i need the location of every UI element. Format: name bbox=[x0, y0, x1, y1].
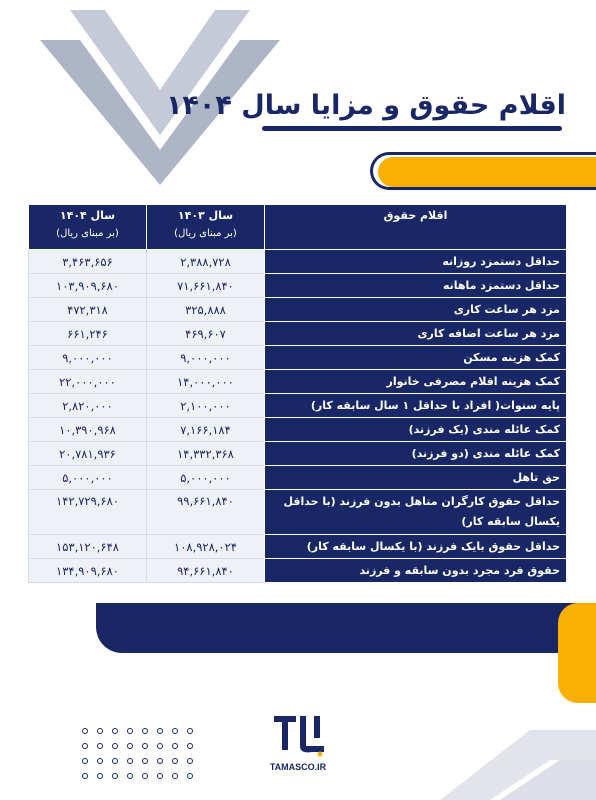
value-1404: ۹,۰۰۰,۰۰۰ bbox=[29, 346, 147, 370]
value-1404: ۱۰۳,۹۰۹,۶۸۰ bbox=[29, 274, 147, 298]
dot bbox=[97, 758, 103, 764]
dot bbox=[127, 773, 133, 779]
dot bbox=[157, 773, 163, 779]
value-1403: ۱۰۸,۹۲۸,۰۲۴ bbox=[147, 535, 265, 559]
row-label: کمک عائله مندی (دو فرزند) bbox=[265, 442, 567, 466]
dot bbox=[157, 728, 163, 734]
table-row bbox=[29, 418, 567, 442]
tamasco-logo bbox=[270, 708, 330, 758]
header-1404-label: سال ۱۴۰۴ bbox=[59, 209, 116, 222]
value-1403: ۵,۰۰۰,۰۰۰ bbox=[147, 466, 265, 490]
row-label: پایه سنوات( افراد با حداقل ۱ سال سابقه کار) bbox=[265, 394, 567, 418]
table-row bbox=[29, 559, 567, 583]
dot bbox=[142, 728, 148, 734]
value-1404: ۳,۴۶۳,۶۵۶ bbox=[29, 250, 147, 274]
dot-grid-decoration bbox=[82, 728, 192, 788]
dot bbox=[82, 728, 88, 734]
value-1403: ۷۱,۶۶۱,۸۴۰ bbox=[147, 274, 265, 298]
dot bbox=[97, 773, 103, 779]
dot bbox=[172, 758, 178, 764]
bottom-orange-accent bbox=[558, 603, 596, 703]
table-row bbox=[29, 322, 567, 346]
row-label: حداقل حقوق بایک فرزند (با یکسال سابقه کار) bbox=[265, 535, 567, 559]
table-row bbox=[29, 535, 567, 559]
row-label: مزد هر ساعت اضافه کاری bbox=[265, 322, 567, 346]
dot bbox=[127, 743, 133, 749]
page-title: اقلام حقوق و مزایا سال ۱۴۰۴ bbox=[165, 90, 566, 121]
dot bbox=[112, 743, 118, 749]
header-1403-label: سال ۱۴۰۳ bbox=[177, 209, 234, 222]
table-row bbox=[29, 250, 567, 274]
dot bbox=[187, 743, 193, 749]
dot bbox=[82, 773, 88, 779]
table-row bbox=[29, 466, 567, 490]
value-1403: ۹۴,۶۶۱,۸۴۰ bbox=[147, 559, 265, 583]
dot bbox=[127, 728, 133, 734]
value-1404: ۱۰,۳۹۰,۹۶۸ bbox=[29, 418, 147, 442]
value-1403: ۹,۰۰۰,۰۰۰ bbox=[147, 346, 265, 370]
row-label: مزد هر ساعت کاری bbox=[265, 298, 567, 322]
dot bbox=[157, 758, 163, 764]
table-row bbox=[29, 298, 567, 322]
dot bbox=[187, 728, 193, 734]
row-label: حداقل دستمزد ماهانه bbox=[265, 274, 567, 298]
row-label: حداقل حقوق کارگران متاهل بدون فرزند (با حداقل یکسال سابقه کار) bbox=[265, 490, 567, 535]
corner-decoration bbox=[410, 700, 596, 800]
row-label: کمک هزینه اقلام مصرفی خانوار bbox=[265, 370, 567, 394]
header-item: اقلام حقوق bbox=[265, 205, 567, 250]
dot bbox=[187, 758, 193, 764]
value-1403: ۹۹,۶۶۱,۸۴۰ bbox=[147, 490, 265, 535]
header-1403 bbox=[147, 205, 265, 250]
value-1404: ۱۵۳,۱۲۰,۶۴۸ bbox=[29, 535, 147, 559]
dot bbox=[187, 773, 193, 779]
table-row bbox=[29, 442, 567, 466]
dot bbox=[82, 758, 88, 764]
header-1404 bbox=[29, 205, 147, 250]
title-underline bbox=[262, 126, 562, 131]
dot bbox=[142, 743, 148, 749]
value-1404: ۲۰,۷۸۱,۹۳۶ bbox=[29, 442, 147, 466]
value-1404: ۶۶۱,۲۴۶ bbox=[29, 322, 147, 346]
table-row bbox=[29, 490, 567, 535]
dot bbox=[157, 743, 163, 749]
dot bbox=[127, 758, 133, 764]
table-header-row bbox=[29, 205, 567, 250]
row-label: کمک هزینه مسکن bbox=[265, 346, 567, 370]
value-1403: ۱۴,۳۳۲,۳۶۸ bbox=[147, 442, 265, 466]
value-1404: ۲,۸۲۰,۰۰۰ bbox=[29, 394, 147, 418]
header-pill-fill bbox=[378, 157, 596, 187]
value-1403: ۴۶۹,۶۰۷ bbox=[147, 322, 265, 346]
dot bbox=[112, 773, 118, 779]
dot bbox=[112, 758, 118, 764]
value-1403: ۱۴,۰۰۰,۰۰۰ bbox=[147, 370, 265, 394]
row-label: حق تاهل bbox=[265, 466, 567, 490]
value-1404: ۱۴۲,۷۲۹,۶۸۰ bbox=[29, 490, 147, 535]
dot bbox=[142, 773, 148, 779]
dot bbox=[172, 773, 178, 779]
value-1403: ۲,۳۸۸,۷۲۸ bbox=[147, 250, 265, 274]
dot bbox=[97, 743, 103, 749]
value-1404: ۲۲,۰۰۰,۰۰۰ bbox=[29, 370, 147, 394]
dot bbox=[97, 728, 103, 734]
dot bbox=[112, 728, 118, 734]
bottom-band bbox=[96, 603, 596, 653]
value-1403: ۲,۱۰۰,۰۰۰ bbox=[147, 394, 265, 418]
table-row bbox=[29, 394, 567, 418]
dot bbox=[172, 743, 178, 749]
table-row bbox=[29, 346, 567, 370]
row-label: کمک عائله مندی (یک فرزند) bbox=[265, 418, 567, 442]
value-1404: ۴۷۲,۳۱۸ bbox=[29, 298, 147, 322]
table-row bbox=[29, 274, 567, 298]
dot bbox=[82, 743, 88, 749]
header-1403-sub: (بر مبنای ریال) bbox=[174, 228, 237, 239]
header-1404-sub: (بر مبنای ریال) bbox=[56, 228, 119, 239]
table-row bbox=[29, 370, 567, 394]
value-1403: ۷,۱۶۶,۱۸۴ bbox=[147, 418, 265, 442]
value-1403: ۳۲۵,۸۸۸ bbox=[147, 298, 265, 322]
salary-table bbox=[28, 204, 567, 583]
value-1404: ۵,۰۰۰,۰۰۰ bbox=[29, 466, 147, 490]
value-1404: ۱۳۴,۹۰۹,۶۸۰ bbox=[29, 559, 147, 583]
row-label: حداقل دستمزد روزانه bbox=[265, 250, 567, 274]
dot bbox=[142, 758, 148, 764]
row-label: حقوق فرد مجرد بدون سابقه و فرزند bbox=[265, 559, 567, 583]
dot bbox=[172, 728, 178, 734]
logo-text: TAMASCO.IR bbox=[269, 762, 327, 772]
